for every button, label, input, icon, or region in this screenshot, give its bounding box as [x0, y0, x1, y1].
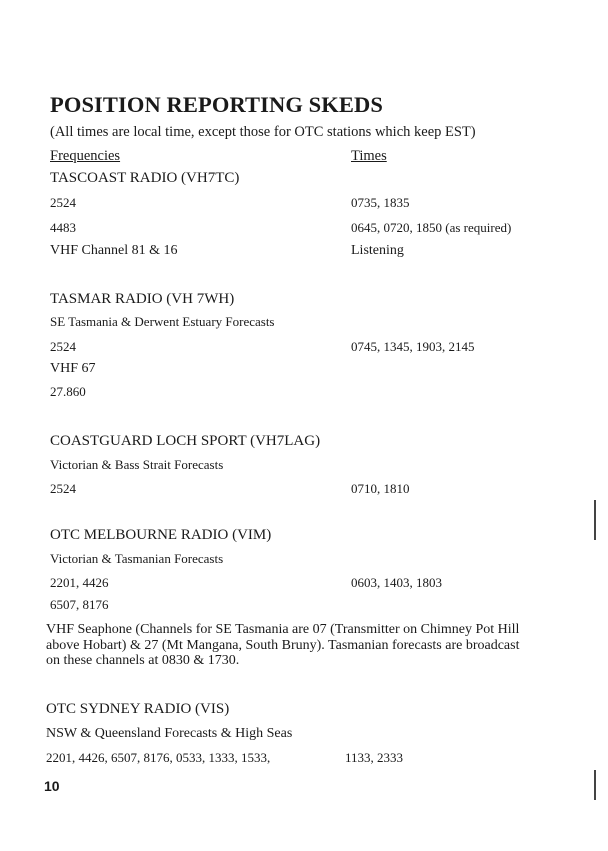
station-name-melbourne: OTC MELBOURNE RADIO (VIM)	[50, 527, 272, 543]
scan-edge-mark	[594, 770, 596, 800]
vhf-seaphone-note: VHF Seaphone (Channels for SE Tasmania are 07 (Transmitter on Chimney Pot Hill above Hobart) & 27 (Mt Mangana, South Bruny). Tasmanian forecasts are broadcast on these channels at 0830 & 1730.	[46, 622, 520, 668]
station-name-coastguard: COASTGUARD LOCH SPORT (VH7LAG)	[50, 433, 321, 449]
frequency-value: 27.860	[50, 384, 86, 399]
station-name-sydney: OTC SYDNEY RADIO (VIS)	[46, 701, 230, 717]
station-description: NSW & Queensland Forecasts & High Seas	[46, 726, 293, 741]
frequency-value: VHF 67	[50, 361, 96, 376]
station-name-tascoast: TASCOAST RADIO (VH7TC)	[50, 170, 240, 186]
frequency-value: 2201, 4426	[50, 575, 109, 590]
time-value: 0710, 1810	[351, 481, 410, 496]
station-description: SE Tasmania & Derwent Estuary Forecasts	[50, 314, 275, 329]
frequency-value: 2524	[50, 481, 76, 496]
frequency-value: VHF Channel 81 & 16	[50, 243, 178, 258]
time-value: Listening	[351, 243, 404, 258]
frequencies-header: Frequencies	[50, 148, 121, 164]
station-description: Victorian & Bass Strait Forecasts	[50, 457, 224, 472]
times-header: Times	[351, 148, 387, 164]
station-name-tasmar: TASMAR RADIO (VH 7WH)	[50, 291, 235, 307]
page-title: POSITION REPORTING SKEDS	[50, 92, 383, 117]
time-note: (All times are local time, except those for OTC stations which keep EST)	[50, 124, 476, 140]
frequency-value: 4483	[50, 220, 76, 235]
time-value: 0745, 1345, 1903, 2145	[351, 339, 475, 354]
frequency-value: 2201, 4426, 6507, 8176, 0533, 1333, 1533,	[46, 750, 271, 765]
page-number: 10	[44, 778, 60, 794]
time-value: 0645, 0720, 1850 (as required)	[351, 220, 512, 235]
frequency-value: 2524	[50, 339, 76, 354]
time-value: 1133, 2333	[345, 750, 404, 765]
time-value: 0603, 1403, 1803	[351, 575, 442, 590]
station-description: Victorian & Tasmanian Forecasts	[50, 551, 224, 566]
scan-edge-mark	[594, 500, 596, 540]
frequency-value: 2524	[50, 195, 76, 210]
frequency-value: 6507, 8176	[50, 597, 109, 612]
time-value: 0735, 1835	[351, 195, 410, 210]
